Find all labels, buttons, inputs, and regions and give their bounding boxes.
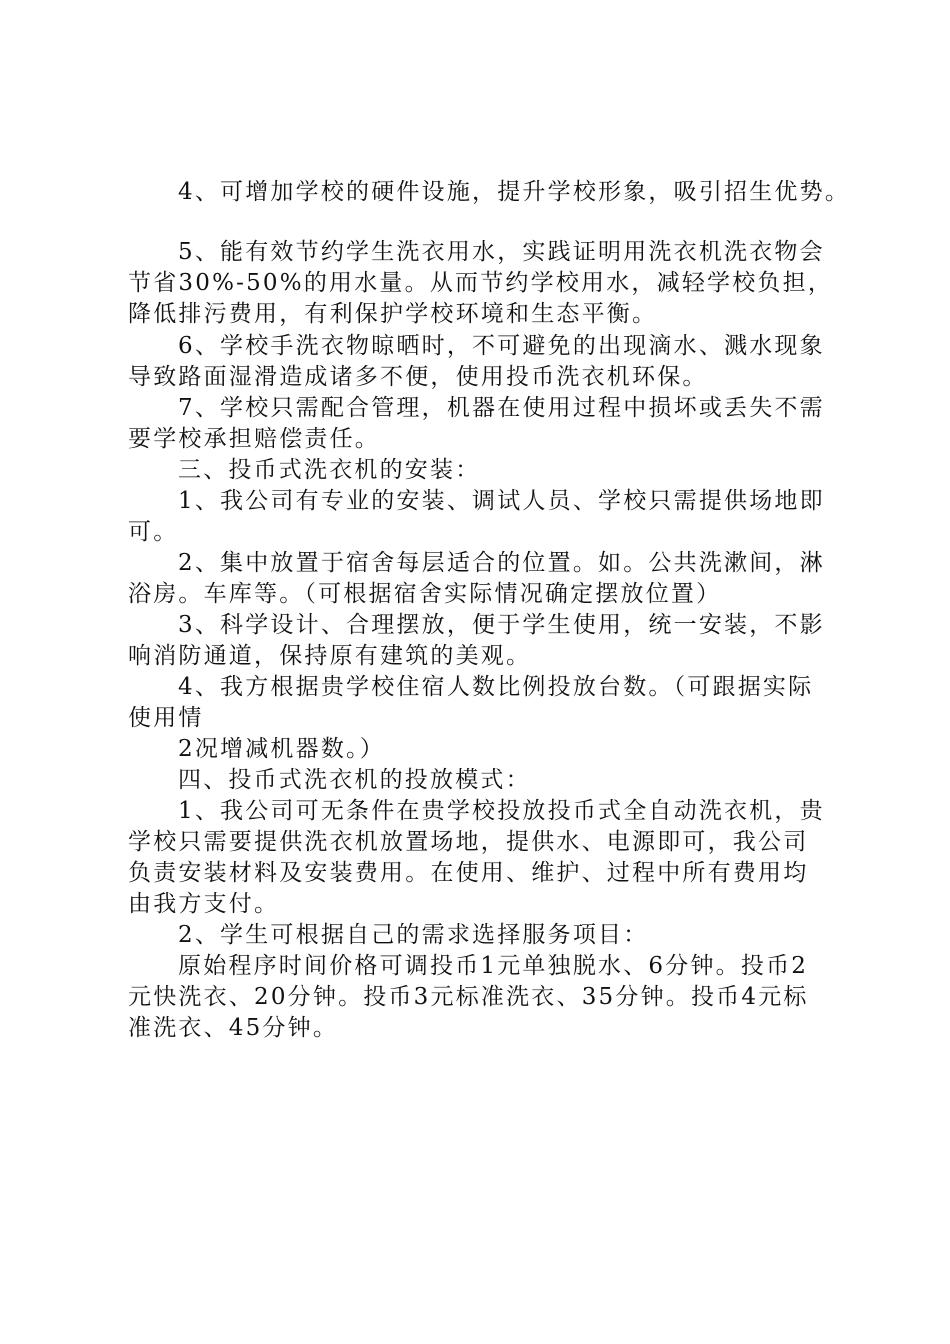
paragraph-line: 响消防通道，保持原有建筑的美观。	[128, 643, 532, 669]
paragraph-line: 2、集中放置于宿舍每层适合的位置。如。公共洗漱间，淋	[178, 550, 825, 576]
paragraph-line: 4、可增加学校的硬件设施，提升学校形象，吸引招生优势。	[178, 179, 851, 205]
paragraph-line: 要学校承担赔偿责任。	[128, 426, 380, 452]
paragraph-line: 使用情	[128, 705, 204, 731]
paragraph-line: 3、科学设计、合理摆放，便于学生使用，统一安装，不影	[178, 612, 825, 638]
paragraph-line: 1、我公司有专业的安装、调试人员、学校只需提供场地即	[178, 488, 825, 514]
paragraph-line: 可。	[128, 519, 179, 545]
paragraph-line: 4、我方根据贵学校住宿人数比例投放台数。（可跟据实际	[178, 674, 814, 700]
paragraph-line: 原始程序时间价格可调投币1元单独脱水、6分钟。投币2	[178, 953, 809, 979]
paragraph-line: 浴房。车库等。（可根据宿舍实际情况确定摆放位置）	[128, 581, 722, 607]
paragraph-line: 7、学校只需配合管理，机器在使用过程中损坏或丢失不需	[178, 395, 825, 421]
paragraph-line: 由我方支付。	[128, 891, 280, 917]
paragraph-line: 1、我公司可无条件在贵学校投放投币式全自动洗衣机，贵	[178, 798, 825, 824]
paragraph-line: 准洗衣、45分钟。	[128, 1015, 339, 1041]
paragraph-line: 降低排污费用，有利保护学校环境和生态平衡。	[128, 301, 658, 327]
paragraph-line: 2况增减机器数。）	[178, 736, 385, 762]
paragraph-line: 6、学校手洗衣物晾晒时，不可避免的出现滴水、溅水现象	[178, 333, 825, 359]
paragraph-line: 5、能有效节约学生洗衣用水，实践证明用洗衣机洗衣物会	[178, 239, 825, 265]
paragraph-line: 导致路面湿滑造成诸多不便，使用投币洗衣机环保。	[128, 364, 708, 390]
paragraph-line: 负责安装材料及安装费用。在使用、维护、过程中所有费用均	[128, 860, 809, 886]
section-heading: 三、投币式洗衣机的安装：	[178, 457, 481, 483]
paragraph-line: 2、学生可根据自己的需求选择服务项目：	[178, 922, 649, 948]
section-heading: 四、投币式洗衣机的投放模式：	[178, 767, 531, 793]
paragraph-line: 节省30%-50%的用水量。从而节约学校用水，减轻学校负担，	[128, 270, 834, 296]
paragraph-line: 元快洗衣、20分钟。投币3元标准洗衣、35分钟。投币4元标	[128, 984, 809, 1010]
paragraph-line: 学校只需要提供洗衣机放置场地，提供水、电源即可，我公司	[128, 829, 809, 855]
